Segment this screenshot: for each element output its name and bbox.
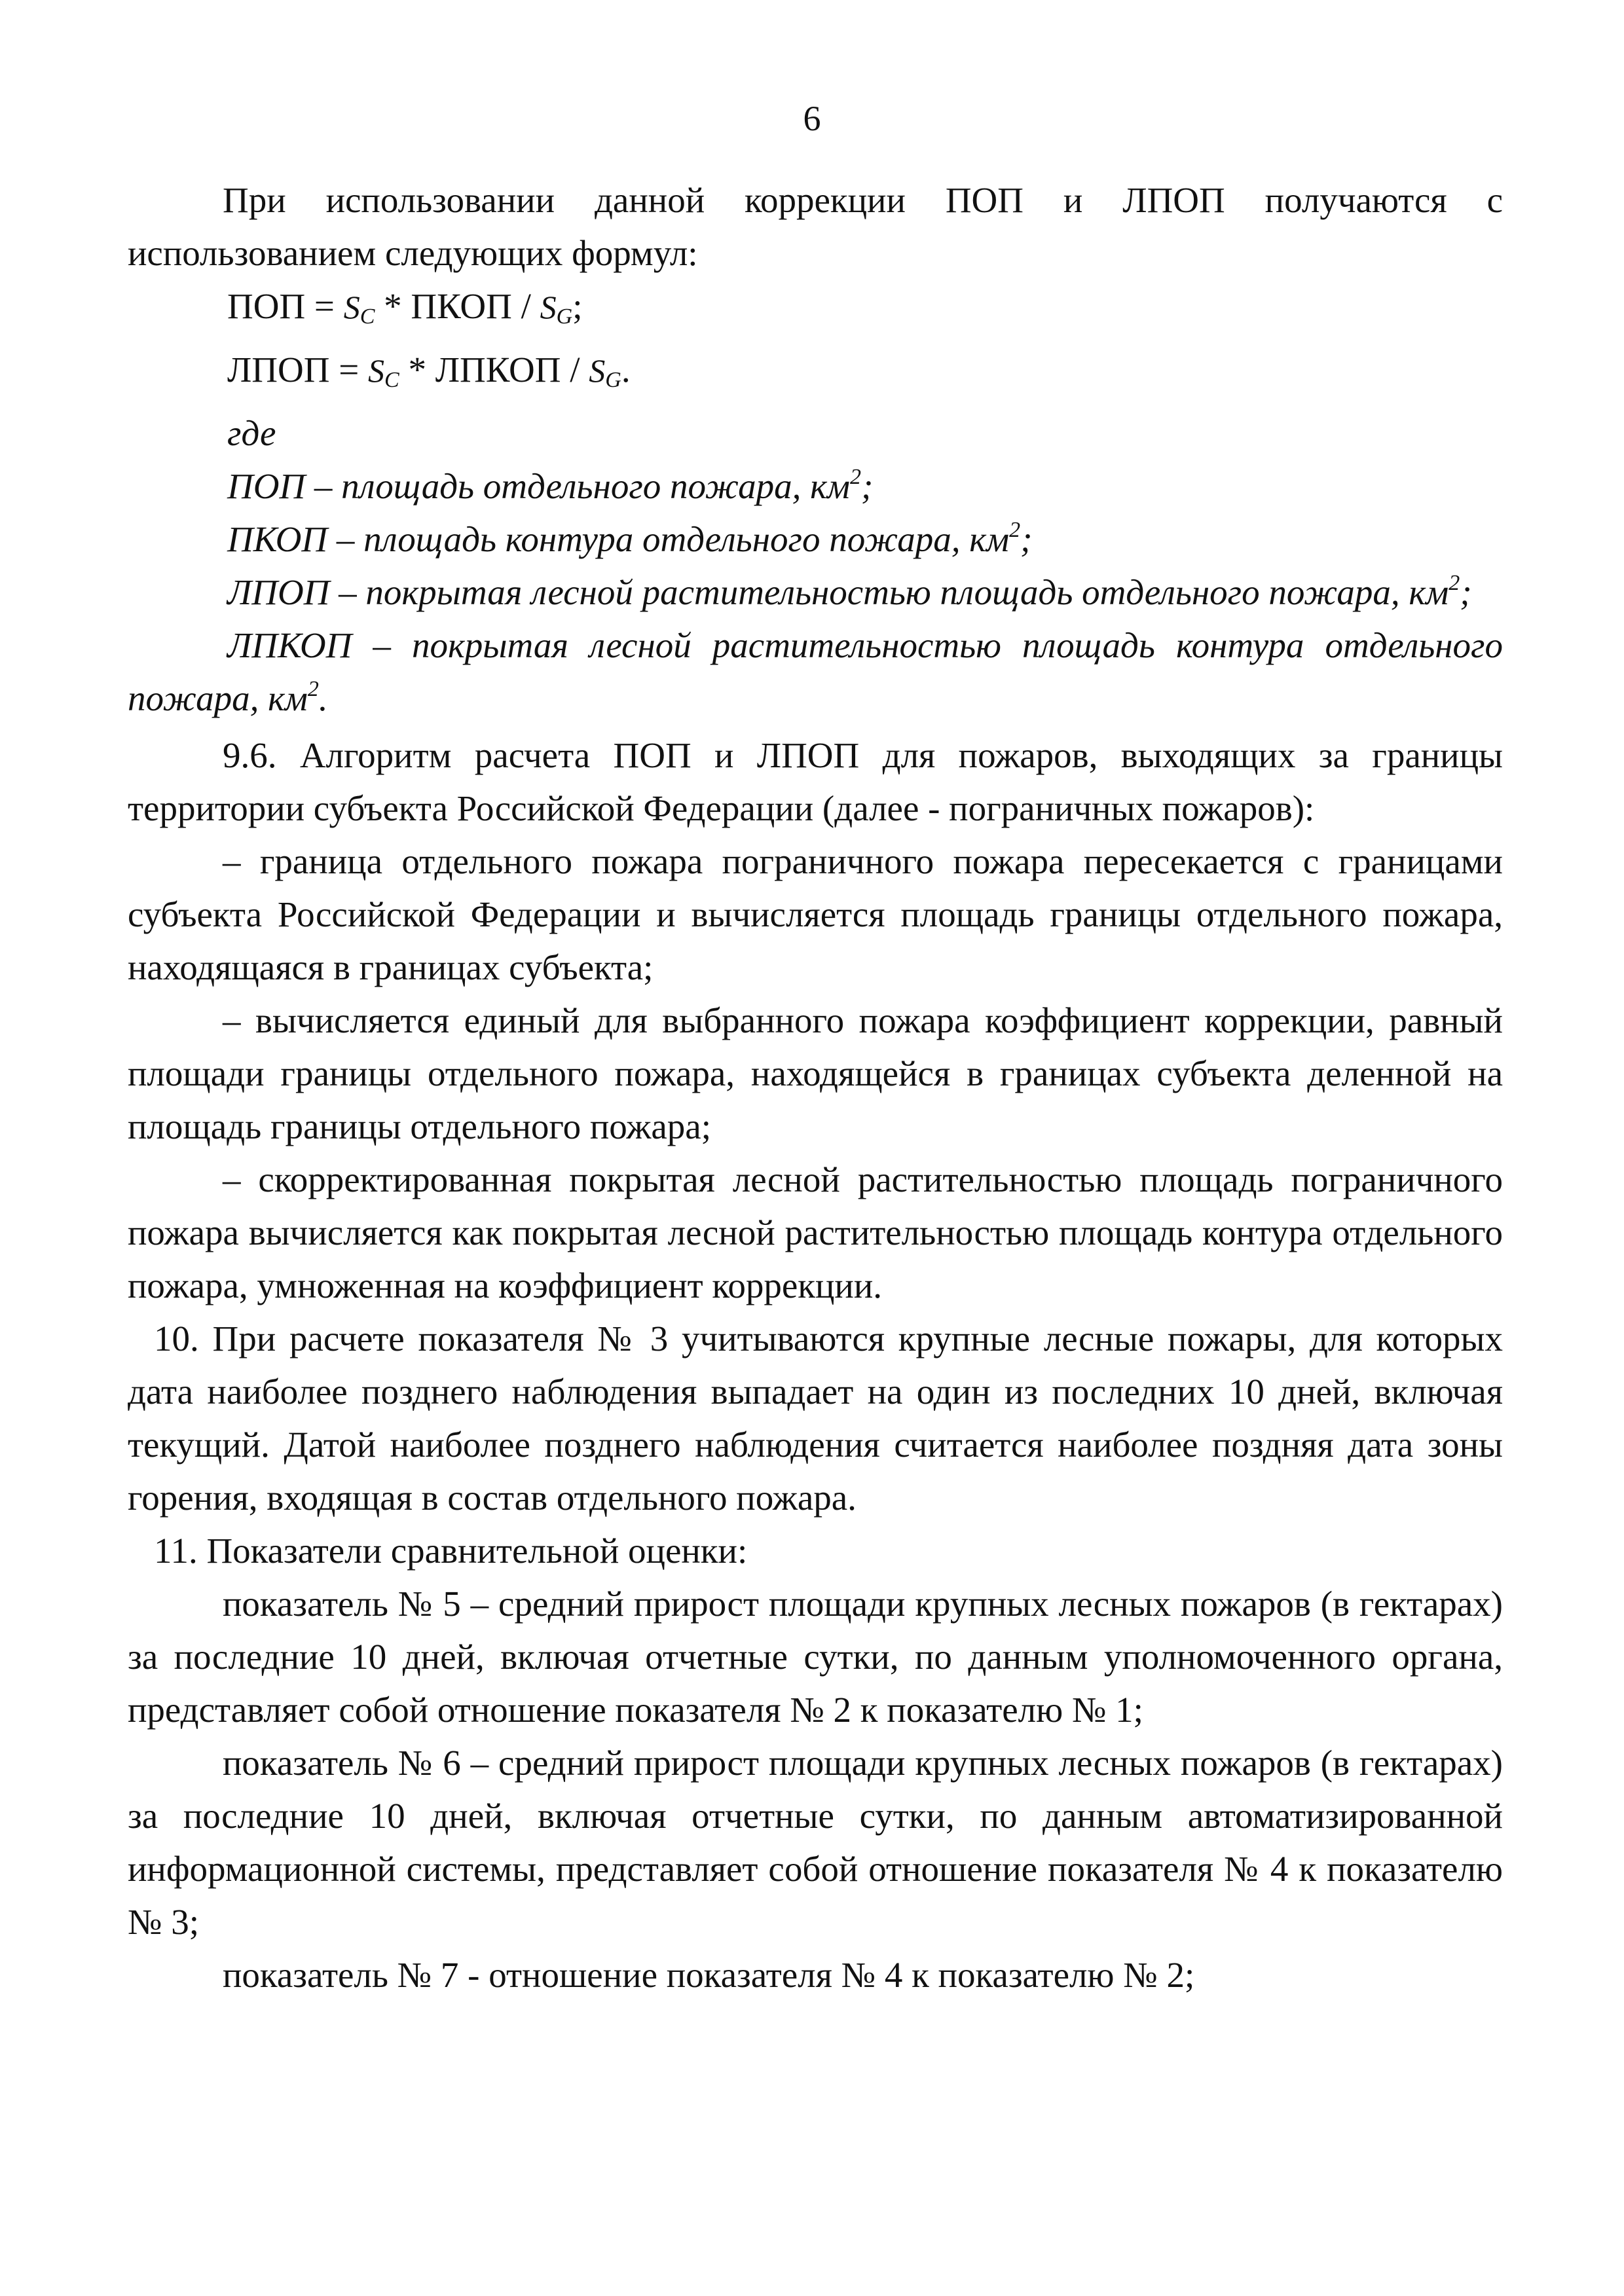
formula-lhs: ЛПОП [227, 350, 330, 390]
section-11-heading: 11. Показатели сравнительной оценки: [154, 1531, 748, 1571]
formula-var-sg: $S_G$ [540, 289, 573, 329]
definition-lpop: ЛПОП – покрытая лесной растительностью площадь отдельного пожара, $км^2$; [227, 571, 1472, 612]
formula-var-sg: $S_G$ [589, 352, 621, 392]
formula-eq: = [305, 286, 344, 326]
formula-var-sc: $S_C$ [368, 352, 399, 392]
definitions-where: где [227, 413, 276, 453]
indicator-5: показатель № 5 – средний прирост площади крупных лесных пожаров (в гектарах) за последние 10 дней, включая отчетные сутки, по данным уполномоченного органа, представляет собой отношение показателя № 2 к показателю № 1; [128, 1584, 1503, 1730]
formula-end: ; [572, 286, 583, 326]
formula-middle: * ЛПКОП / [399, 350, 589, 390]
formula-end: . [621, 350, 631, 390]
section-9-6-bullet-2: – вычисляется единый для выбранного пожара коэффициент коррекции, равный площади границы отдельного пожара, находящейся в границах субъекта деленной на площадь границы отдельного пожара; [128, 1000, 1503, 1146]
definition-pop: ПОП – площадь отдельного пожара, $км^2$; [227, 465, 874, 506]
section-9-6-heading: 9.6. Алгоритм расчета ПОП и ЛПОП для пожаров, выходящих за границы территории субъекта Российской Федерации (далее - пограничных пожаров): [128, 735, 1503, 828]
definition-lpkop: ЛПКОП – покрытая лесной растительностью площадь контура отдельного пожара, $км^2$. [128, 625, 1503, 718]
formula-eq: = [329, 350, 368, 390]
formula-middle: * ПКОП / [375, 286, 540, 326]
formula-pop [128, 280, 1503, 343]
indicator-7: показатель № 7 - отношение показателя № 4 к показателю № 2; [223, 1955, 1195, 1995]
indicator-6: показатель № 6 – средний прирост площади крупных лесных пожаров (в гектарах) за последние 10 дней, включая отчетные сутки, по данным автоматизированной информационной системы, представляет собой отношение показателя № 4 к показателю № 3; [128, 1743, 1503, 1942]
section-9-6-bullet-1: – граница отдельного пожара пограничного пожара пересекается с границами субъекта Российской Федерации и вычисляется площадь границы отдельного пожара, находящаяся в границах субъекта; [128, 841, 1503, 987]
formula-var-sc: $S_C$ [343, 289, 375, 329]
formula-lhs: ПОП [227, 286, 306, 326]
section-10-paragraph: 10. При расчете показателя № 3 учитываются крупные лесные пожары, для которых дата наиболее позднего наблюдения выпадает на один из последних 10 дней, включая текущий. Датой наиболее позднего наблюдения считается наиболее поздняя дата зоны горения, входящая в состав отдельного пожара. [128, 1319, 1503, 1518]
document-body [128, 173, 1503, 2001]
intro-paragraph: При использовании данной коррекции ПОП и ЛПОП получаются с использованием следующих формул: [128, 180, 1503, 273]
formula-lpop [128, 343, 1503, 407]
section-9-6-bullet-3: – скорректированная покрытая лесной растительностью площадь пограничного пожара вычисляется как покрытая лесной растительностью площадь контура отдельного пожара, умноженная на коэффициент коррекции. [128, 1159, 1503, 1305]
page-number: 6 [803, 99, 821, 138]
definition-pkop: ПКОП – площадь контура отдельного пожара, $км^2$; [227, 518, 1033, 559]
